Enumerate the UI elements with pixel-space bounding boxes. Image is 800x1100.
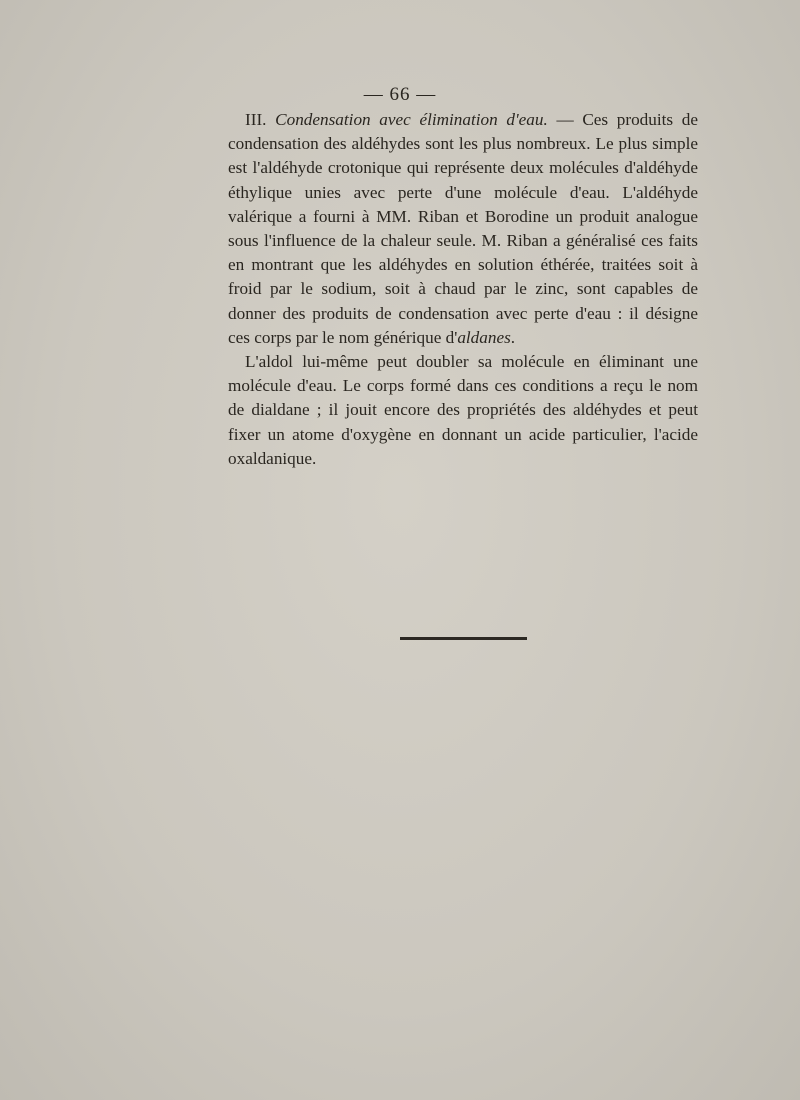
paragraph-2: L'aldol lui-même peut doubler sa molécule en éliminant une molécule d'eau. Le corps formé dans ces conditions a reçu le nom de dialdane ; il jouit encore des propriétés des aldéhydes et peut fixer un atome d'oxygène en donnant un acide particulier, l'acide oxaldanique. — [228, 352, 698, 468]
body-text — [228, 108, 698, 471]
section-numeral: III. — [245, 110, 267, 129]
section-divider — [400, 637, 527, 640]
paragraph-1 — [228, 108, 698, 350]
term-aldanes: aldanes — [457, 327, 511, 347]
paragraph-1-text: — Ces produits de condensation des aldéhydes sont les plus nombreux. Le plus simple est l'aldéhyde crotonique qui représente deux molécules d'aldéhyde éthylique unies avec perte d'une molécule d'eau. L'aldéhyde valérique a fourni à MM. Riban et Borodine un produit analogue sous l'influence de la chaleur seule. M. Riban a généralisé ces faits en montrant que les aldéhydes en solution éthérée, traitées soit à froid par le sodium, soit à chaud par le zinc, sont capables de donner des produits de condensation avec perte d'eau : il désigne ces corps par le nom générique d' — [228, 110, 698, 347]
page-number: — 66 — — [363, 84, 437, 105]
paragraph-1-tail: . — [510, 327, 516, 347]
section-heading: Condensation avec élimination d'eau. — [275, 110, 548, 129]
